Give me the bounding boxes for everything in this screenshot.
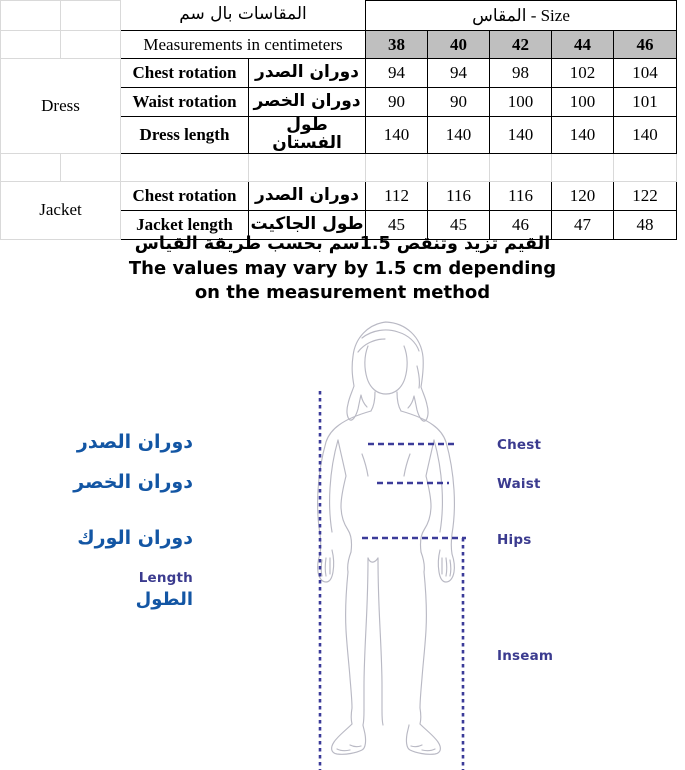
foot-right	[406, 724, 440, 754]
cell-value: 100	[552, 88, 614, 117]
cell-value: 140	[490, 117, 552, 154]
blank-cell	[121, 153, 249, 181]
hair-strand-2	[358, 339, 385, 352]
cell-value: 90	[428, 88, 490, 117]
label-hips: Hips	[497, 532, 532, 548]
crotch	[368, 558, 378, 562]
label-length-english: Length	[138, 570, 193, 586]
measurement-note	[0, 234, 685, 304]
label-hips-arabic: دوران الورك	[77, 527, 193, 549]
cell-value: 90	[366, 88, 428, 117]
table-header-row-sizes	[1, 31, 677, 59]
blank-cell	[61, 1, 121, 31]
cell-value: 116	[490, 181, 552, 210]
ankle-left	[351, 708, 364, 725]
note-english-line2: on the measurement method	[194, 281, 491, 303]
size-header: المقاس - Size	[366, 1, 677, 31]
size-column-header-40: 40	[428, 31, 490, 59]
cell-value: 140	[552, 117, 614, 154]
leg-right-outer	[420, 572, 426, 708]
cell-value: 122	[614, 181, 677, 210]
table-row	[1, 59, 677, 88]
hair-strand-1	[362, 330, 419, 351]
measurements-english-header: Measurements in centimeters	[121, 31, 366, 59]
cell-value: 94	[366, 59, 428, 88]
cell-value: 140	[614, 117, 677, 154]
cell-value: 46	[490, 210, 552, 239]
cell-value: 45	[428, 210, 490, 239]
arm-right-inner	[434, 440, 442, 532]
blank-cell	[1, 31, 61, 59]
cell-value: 140	[428, 117, 490, 154]
hand-left-fingers	[321, 558, 330, 576]
size-chart-table-container	[0, 0, 685, 232]
cell-value: 47	[552, 210, 614, 239]
dashed-measurement-lines	[320, 391, 466, 770]
group-label-dress: Dress	[1, 59, 121, 154]
bust-contour	[362, 454, 410, 476]
blank-cell	[614, 153, 677, 181]
cell-value: 101	[614, 88, 677, 117]
cell-value: 120	[552, 181, 614, 210]
blank-cell	[428, 153, 490, 181]
blank-cell	[552, 153, 614, 181]
size-column-header-42: 42	[490, 31, 552, 59]
size-column-header-46: 46	[614, 31, 677, 59]
table-row	[1, 181, 677, 210]
label-chest-arabic: دوران الصدر	[76, 431, 193, 453]
cell-value: 116	[428, 181, 490, 210]
row-label-ar: دوران الصدر	[249, 181, 366, 210]
shoulder-right	[401, 411, 446, 442]
group-label-jacket: Jacket	[1, 181, 121, 239]
hair-strand-3	[417, 366, 419, 388]
foot-left	[332, 724, 366, 754]
blank-cell	[61, 153, 121, 181]
row-label-ar: دوران الصدر	[249, 59, 366, 88]
cell-value: 45	[366, 210, 428, 239]
ankle-right	[382, 708, 421, 725]
leg-left-outer	[346, 572, 352, 708]
leg-right-inner	[378, 558, 382, 710]
blank-cell	[1, 153, 61, 181]
row-label-en: Jacket length	[121, 210, 249, 239]
blank-cell	[366, 153, 428, 181]
blank-cell	[61, 31, 121, 59]
hips-contour	[348, 552, 425, 572]
size-column-header-44: 44	[552, 31, 614, 59]
torso-right	[420, 440, 434, 552]
measurements-arabic-header: المقاسات بال سم	[121, 1, 366, 31]
row-label-ar: طول الجاكيت	[249, 210, 366, 239]
row-label-ar: طول الفستان	[249, 117, 366, 154]
blank-cell	[490, 153, 552, 181]
row-label-en: Chest rotation	[121, 181, 249, 210]
shoulder-left	[326, 411, 371, 442]
hair-outline	[347, 322, 428, 421]
cell-value: 98	[490, 59, 552, 88]
note-arabic: القيم تزيد وتنقص 1.5سم بحسب طريقة القياس	[134, 234, 551, 254]
row-label-en: Waist rotation	[121, 88, 249, 117]
size-column-header-38: 38	[366, 31, 428, 59]
body-measurement-diagram	[0, 308, 685, 770]
leg-left-inner	[364, 558, 368, 710]
blank-cell	[249, 153, 366, 181]
table-spacer-row	[1, 153, 677, 181]
row-label-en: Dress length	[121, 117, 249, 154]
table-header-row-top	[1, 1, 677, 31]
torso-left	[338, 440, 352, 552]
hand-right-fingers	[442, 558, 451, 576]
foot-right-toes	[411, 745, 435, 751]
neck	[371, 392, 401, 411]
label-waist: Waist	[497, 476, 541, 492]
label-inseam: Inseam	[497, 648, 554, 664]
label-waist-arabic: دوران الخصر	[73, 471, 193, 493]
row-label-en: Chest rotation	[121, 59, 249, 88]
foot-left-toes	[337, 745, 361, 751]
knee-hint	[349, 626, 424, 628]
note-english-line1: The values may vary by 1.5 cm depending	[128, 257, 557, 279]
label-chest: Chest	[497, 437, 542, 453]
row-label-ar: دوران الخصر	[249, 88, 366, 117]
blank-cell	[1, 1, 61, 31]
label-length-arabic: الطول	[135, 589, 193, 610]
size-chart-table	[0, 0, 677, 240]
cell-value: 100	[490, 88, 552, 117]
cell-value: 140	[366, 117, 428, 154]
arm-left-inner	[330, 440, 338, 532]
face-outline	[365, 346, 407, 394]
cell-value: 94	[428, 59, 490, 88]
cell-value: 102	[552, 59, 614, 88]
cell-value: 112	[366, 181, 428, 210]
cell-value: 104	[614, 59, 677, 88]
cell-value: 48	[614, 210, 677, 239]
